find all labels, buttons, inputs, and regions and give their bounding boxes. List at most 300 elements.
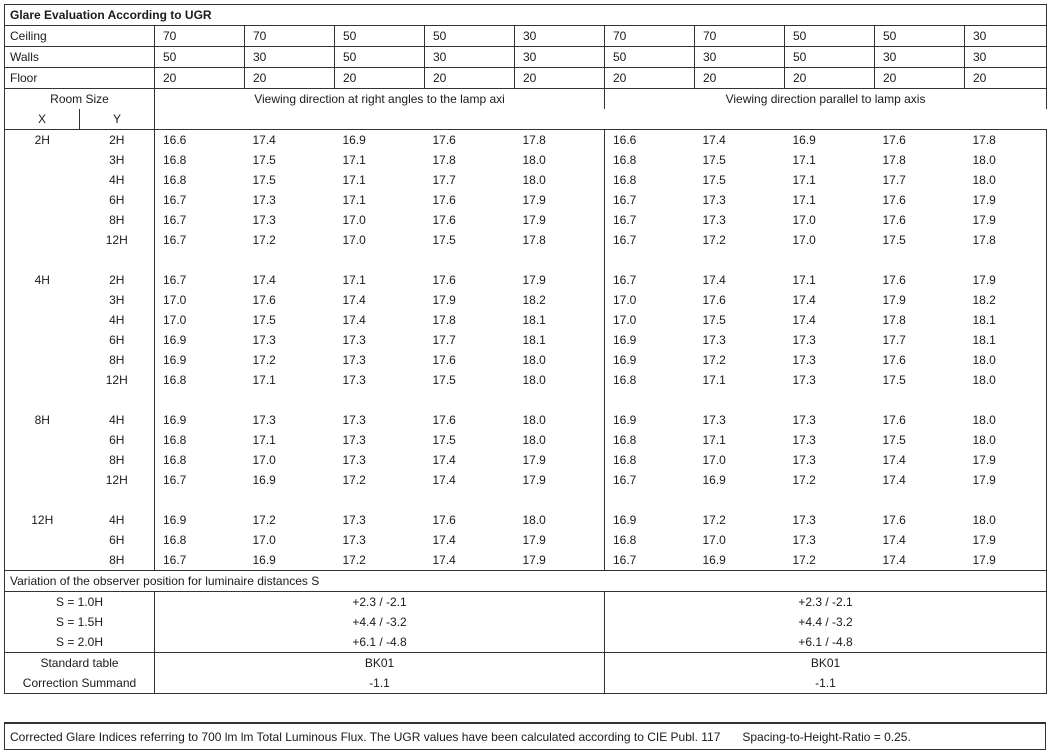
correction-summand-row bbox=[5, 673, 1047, 694]
ugr-value: 17.2 bbox=[702, 513, 726, 527]
row-y-label: 4H bbox=[109, 513, 125, 527]
title-row bbox=[5, 5, 1047, 26]
variation-label: S = 1.0H bbox=[5, 592, 155, 613]
group-x-label-empty bbox=[5, 450, 80, 470]
ugr-value: 17.6 bbox=[882, 133, 906, 147]
row-y-label: 4H bbox=[109, 313, 125, 327]
ugr-value: 17.4 bbox=[702, 133, 726, 147]
ugr-value: 17.0 bbox=[605, 310, 695, 330]
group-x-label-empty bbox=[5, 210, 80, 230]
reflectance-row-ceiling bbox=[5, 26, 1047, 47]
row-y-label: 12H bbox=[105, 373, 128, 387]
ugr-value: 17.1 bbox=[702, 433, 726, 447]
ugr-value: 16.9 bbox=[252, 473, 276, 487]
ugr-value: 17.0 bbox=[252, 533, 276, 547]
ugr-value: 18.2 bbox=[522, 293, 546, 307]
floor-value: 20 bbox=[875, 68, 965, 89]
ugr-value: 17.3 bbox=[792, 433, 816, 447]
row-y-label: 8H bbox=[109, 213, 125, 227]
table-row bbox=[5, 430, 1047, 450]
ugr-value: 17.5 bbox=[882, 373, 906, 387]
ugr-value: 16.7 bbox=[605, 270, 695, 290]
ugr-value: 18.0 bbox=[965, 170, 1047, 190]
ugr-value: 16.8 bbox=[155, 450, 245, 470]
ugr-value: 17.0 bbox=[605, 290, 695, 310]
ugr-value: 17.0 bbox=[702, 533, 726, 547]
ugr-value: 17.9 bbox=[522, 533, 546, 547]
ugr-value: 18.0 bbox=[522, 153, 546, 167]
ugr-value: 16.7 bbox=[605, 190, 695, 210]
ugr-value: 17.0 bbox=[155, 310, 245, 330]
ugr-value: 17.1 bbox=[252, 373, 276, 387]
table-row bbox=[5, 270, 1047, 290]
variation-row bbox=[5, 632, 1047, 653]
table-row bbox=[5, 550, 1047, 571]
table-row bbox=[5, 510, 1047, 530]
ugr-value: 17.5 bbox=[882, 233, 906, 247]
direction-parallel-header: Viewing direction parallel to lamp axis bbox=[605, 89, 1047, 110]
row-y-label: 12H bbox=[105, 473, 128, 487]
correction-summand-label: Correction Summand bbox=[5, 673, 155, 694]
ugr-value: 17.0 bbox=[252, 453, 276, 467]
ugr-value: 18.0 bbox=[965, 410, 1047, 430]
ugr-value: 16.7 bbox=[605, 470, 695, 490]
ugr-value: 17.3 bbox=[342, 453, 366, 467]
ugr-value: 17.5 bbox=[432, 433, 456, 447]
ugr-value: 17.3 bbox=[792, 353, 816, 367]
direction-parallel-spacer bbox=[605, 109, 1047, 130]
variation-caption-row bbox=[5, 571, 1047, 592]
correction-summand-par: -1.1 bbox=[605, 673, 1047, 694]
group-x-label: 4H bbox=[5, 270, 80, 290]
variation-label: S = 1.5H bbox=[5, 612, 155, 632]
ugr-value: 17.9 bbox=[522, 193, 546, 207]
ugr-value: 17.5 bbox=[702, 153, 726, 167]
ugr-value: 16.6 bbox=[605, 130, 695, 151]
ugr-value: 17.7 bbox=[882, 333, 906, 347]
ugr-value: 17.6 bbox=[882, 213, 906, 227]
ugr-report-sheet bbox=[0, 4, 1050, 754]
ugr-value: 17.0 bbox=[342, 213, 366, 227]
footer-note bbox=[4, 722, 1046, 750]
row-label-floor: Floor bbox=[5, 68, 155, 89]
ugr-value: 16.7 bbox=[155, 470, 245, 490]
ugr-value: 16.9 bbox=[252, 553, 276, 567]
ugr-value: 16.9 bbox=[605, 330, 695, 350]
ugr-value: 17.7 bbox=[882, 173, 906, 187]
ugr-value: 16.8 bbox=[605, 370, 695, 390]
group-x-label-empty bbox=[5, 150, 80, 170]
direction-perpendicular-header: Viewing direction at right angles to the lamp axi bbox=[155, 89, 605, 110]
header-room-size-row bbox=[5, 89, 1047, 110]
row-y-label: 4H bbox=[109, 413, 125, 427]
ceiling-value: 70 bbox=[245, 26, 335, 47]
ugr-value: 18.0 bbox=[965, 430, 1047, 450]
ugr-value: 17.8 bbox=[522, 233, 546, 247]
walls-value: 30 bbox=[875, 47, 965, 68]
ugr-value: 18.2 bbox=[965, 290, 1047, 310]
x-header: X bbox=[5, 109, 80, 130]
ceiling-value: 50 bbox=[335, 26, 425, 47]
row-y-label: 8H bbox=[109, 453, 125, 467]
ugr-value: 17.3 bbox=[342, 433, 366, 447]
ugr-value: 16.7 bbox=[155, 210, 245, 230]
table-row bbox=[5, 330, 1047, 350]
row-y-label: 6H bbox=[109, 193, 125, 207]
ugr-value: 17.5 bbox=[432, 373, 456, 387]
row-y-label: 6H bbox=[109, 333, 125, 347]
ugr-value: 17.4 bbox=[792, 293, 816, 307]
ugr-value: 17.9 bbox=[882, 293, 906, 307]
ugr-value: 17.4 bbox=[432, 553, 456, 567]
table-row bbox=[5, 470, 1047, 490]
ugr-value: 17.4 bbox=[252, 273, 276, 287]
ugr-value: 17.3 bbox=[342, 533, 366, 547]
ugr-value: 16.8 bbox=[605, 170, 695, 190]
ugr-value: 18.0 bbox=[522, 433, 546, 447]
walls-value: 50 bbox=[335, 47, 425, 68]
standard-table-par-name: BK01 bbox=[605, 653, 1047, 674]
ugr-value: 17.3 bbox=[792, 413, 816, 427]
ugr-value: 17.1 bbox=[792, 153, 816, 167]
standard-table-label: Standard table bbox=[5, 653, 155, 674]
ugr-value: 17.9 bbox=[965, 530, 1047, 550]
ugr-value: 16.8 bbox=[155, 370, 245, 390]
ugr-value: 17.8 bbox=[432, 313, 456, 327]
ugr-value: 17.3 bbox=[342, 513, 366, 527]
ugr-value: 17.1 bbox=[342, 153, 366, 167]
ugr-value: 17.9 bbox=[965, 550, 1047, 571]
ugr-value: 17.7 bbox=[432, 333, 456, 347]
ugr-value: 18.0 bbox=[965, 350, 1047, 370]
walls-value: 50 bbox=[605, 47, 695, 68]
ugr-value: 17.3 bbox=[792, 333, 816, 347]
row-y-label: 3H bbox=[109, 153, 125, 167]
variation-perp-value: +6.1 / -4.8 bbox=[155, 632, 605, 653]
ugr-value: 17.3 bbox=[702, 413, 726, 427]
ugr-value: 17.6 bbox=[882, 193, 906, 207]
group-x-label-empty bbox=[5, 310, 80, 330]
floor-value: 20 bbox=[785, 68, 875, 89]
group-x-label-empty bbox=[5, 190, 80, 210]
ugr-value: 17.6 bbox=[432, 213, 456, 227]
ugr-value: 16.9 bbox=[702, 473, 726, 487]
ceiling-value: 70 bbox=[605, 26, 695, 47]
ugr-value: 18.1 bbox=[965, 310, 1047, 330]
ugr-value: 16.9 bbox=[605, 350, 695, 370]
ugr-value: 17.4 bbox=[882, 453, 906, 467]
ugr-value: 17.8 bbox=[882, 153, 906, 167]
ugr-value: 17.6 bbox=[432, 413, 456, 427]
ugr-value: 17.3 bbox=[252, 333, 276, 347]
ugr-value: 17.4 bbox=[882, 533, 906, 547]
row-y-label: 6H bbox=[109, 533, 125, 547]
ugr-value: 17.8 bbox=[965, 230, 1047, 250]
table-row bbox=[5, 210, 1047, 230]
ugr-value: 18.1 bbox=[965, 330, 1047, 350]
variation-caption: Variation of the observer position for luminaire distances S bbox=[5, 571, 1047, 592]
row-y-label: 6H bbox=[109, 433, 125, 447]
row-label-walls: Walls bbox=[5, 47, 155, 68]
variation-par-value: +4.4 / -3.2 bbox=[605, 612, 1047, 632]
direction-perpendicular-spacer bbox=[155, 109, 605, 130]
table-row bbox=[5, 170, 1047, 190]
floor-value: 20 bbox=[245, 68, 335, 89]
ugr-value: 16.7 bbox=[155, 270, 245, 290]
ugr-value: 16.7 bbox=[605, 230, 695, 250]
ugr-value: 18.0 bbox=[965, 510, 1047, 530]
ugr-value: 16.9 bbox=[155, 410, 245, 430]
ugr-value: 18.0 bbox=[965, 370, 1047, 390]
ugr-value: 17.2 bbox=[702, 353, 726, 367]
ugr-value: 16.9 bbox=[155, 510, 245, 530]
ugr-value: 16.8 bbox=[155, 150, 245, 170]
header-xy-row bbox=[5, 109, 1047, 130]
ugr-value: 16.7 bbox=[605, 550, 695, 571]
ugr-value: 17.9 bbox=[965, 190, 1047, 210]
standard-table-perp-name: BK01 bbox=[155, 653, 605, 674]
ugr-value: 18.0 bbox=[522, 373, 546, 387]
correction-summand-perp: -1.1 bbox=[155, 673, 605, 694]
ugr-value: 17.3 bbox=[702, 333, 726, 347]
ugr-value: 16.8 bbox=[605, 150, 695, 170]
variation-par-value: +2.3 / -2.1 bbox=[605, 592, 1047, 613]
ugr-value: 16.8 bbox=[605, 530, 695, 550]
reflectance-row-floor bbox=[5, 68, 1047, 89]
ugr-value: 18.0 bbox=[522, 173, 546, 187]
ugr-value: 16.6 bbox=[155, 130, 245, 151]
ugr-value: 17.3 bbox=[252, 213, 276, 227]
group-x-label-empty bbox=[5, 530, 80, 550]
ugr-value: 17.5 bbox=[702, 173, 726, 187]
ugr-value: 17.9 bbox=[965, 470, 1047, 490]
ugr-value: 17.6 bbox=[432, 513, 456, 527]
group-spacer bbox=[5, 390, 1047, 410]
ugr-value: 16.8 bbox=[605, 430, 695, 450]
ugr-value: 17.7 bbox=[432, 173, 456, 187]
ugr-value: 17.5 bbox=[702, 313, 726, 327]
ceiling-value: 30 bbox=[965, 26, 1047, 47]
ceiling-value: 70 bbox=[695, 26, 785, 47]
table-row bbox=[5, 410, 1047, 430]
ugr-value: 17.8 bbox=[965, 130, 1047, 151]
room-size-header: Room Size bbox=[5, 89, 155, 110]
table-row bbox=[5, 310, 1047, 330]
ugr-value: 17.3 bbox=[252, 193, 276, 207]
row-y-label: 2H bbox=[109, 273, 125, 287]
group-x-label: 2H bbox=[5, 130, 80, 151]
table-row bbox=[5, 130, 1047, 151]
ceiling-value: 70 bbox=[155, 26, 245, 47]
ugr-value: 16.7 bbox=[155, 190, 245, 210]
ceiling-value: 50 bbox=[425, 26, 515, 47]
table-row bbox=[5, 190, 1047, 210]
ugr-value: 16.8 bbox=[155, 530, 245, 550]
group-x-label-empty bbox=[5, 550, 80, 571]
ugr-value: 17.9 bbox=[522, 473, 546, 487]
group-x-label-empty bbox=[5, 350, 80, 370]
ugr-value: 18.0 bbox=[522, 353, 546, 367]
floor-value: 20 bbox=[605, 68, 695, 89]
floor-value: 20 bbox=[515, 68, 605, 89]
ugr-value: 17.5 bbox=[882, 433, 906, 447]
ugr-value: 17.3 bbox=[342, 413, 366, 427]
ugr-value: 17.6 bbox=[432, 273, 456, 287]
ugr-value: 16.7 bbox=[155, 550, 245, 571]
ugr-value: 17.8 bbox=[882, 313, 906, 327]
ugr-value: 17.9 bbox=[965, 450, 1047, 470]
ugr-value: 17.6 bbox=[432, 353, 456, 367]
row-y-label: 2H bbox=[109, 133, 125, 147]
ugr-value: 17.9 bbox=[522, 453, 546, 467]
group-x-label-empty bbox=[5, 370, 80, 390]
ugr-value: 17.2 bbox=[702, 233, 726, 247]
ugr-value: 17.5 bbox=[252, 313, 276, 327]
ugr-value: 17.5 bbox=[252, 173, 276, 187]
ugr-value: 17.1 bbox=[792, 193, 816, 207]
floor-value: 20 bbox=[425, 68, 515, 89]
ugr-value: 18.0 bbox=[522, 413, 546, 427]
ugr-value: 17.1 bbox=[792, 173, 816, 187]
ugr-value: 17.8 bbox=[522, 133, 546, 147]
ugr-value: 16.8 bbox=[605, 450, 695, 470]
ugr-value: 17.0 bbox=[792, 233, 816, 247]
ugr-value: 17.1 bbox=[342, 273, 366, 287]
floor-value: 20 bbox=[155, 68, 245, 89]
group-x-label: 12H bbox=[5, 510, 80, 530]
ugr-value: 16.9 bbox=[792, 133, 816, 147]
ugr-value: 17.5 bbox=[432, 233, 456, 247]
walls-value: 50 bbox=[155, 47, 245, 68]
ugr-value: 17.0 bbox=[342, 233, 366, 247]
ugr-value: 17.1 bbox=[342, 193, 366, 207]
ugr-value: 17.6 bbox=[702, 293, 726, 307]
row-y-label: 8H bbox=[109, 553, 125, 567]
ugr-value: 17.6 bbox=[252, 293, 276, 307]
standard-table-row bbox=[5, 653, 1047, 674]
ceiling-value: 30 bbox=[515, 26, 605, 47]
group-x-label-empty bbox=[5, 230, 80, 250]
group-x-label-empty bbox=[5, 290, 80, 310]
reflectance-row-walls bbox=[5, 47, 1047, 68]
ugr-value: 17.6 bbox=[882, 513, 906, 527]
footer-text: Corrected Glare Indices referring to 700 lm lm Total Luminous Flux. The UGR values have been calculated according to CIE Publ. 117 bbox=[10, 729, 721, 744]
row-y-label: 8H bbox=[109, 353, 125, 367]
walls-value: 50 bbox=[785, 47, 875, 68]
walls-value: 30 bbox=[695, 47, 785, 68]
ugr-value: 17.3 bbox=[702, 213, 726, 227]
ugr-value: 17.2 bbox=[252, 233, 276, 247]
ugr-value: 17.3 bbox=[792, 453, 816, 467]
ugr-value: 17.3 bbox=[792, 513, 816, 527]
variation-par-value: +6.1 / -4.8 bbox=[605, 632, 1047, 653]
ugr-value: 17.4 bbox=[342, 313, 366, 327]
ugr-value: 16.9 bbox=[702, 553, 726, 567]
table-row bbox=[5, 290, 1047, 310]
group-spacer bbox=[5, 490, 1047, 510]
table-row bbox=[5, 350, 1047, 370]
ugr-value: 17.2 bbox=[792, 553, 816, 567]
ugr-value: 17.1 bbox=[342, 173, 366, 187]
ugr-value: 17.0 bbox=[792, 213, 816, 227]
ugr-value: 17.5 bbox=[252, 153, 276, 167]
row-y-label: 4H bbox=[109, 173, 125, 187]
group-spacer bbox=[5, 250, 1047, 270]
ugr-value: 17.3 bbox=[342, 373, 366, 387]
ceiling-value: 50 bbox=[785, 26, 875, 47]
ugr-value: 18.1 bbox=[522, 313, 546, 327]
group-x-label: 8H bbox=[5, 410, 80, 430]
table-row bbox=[5, 370, 1047, 390]
table-row bbox=[5, 450, 1047, 470]
ugr-value: 17.6 bbox=[432, 133, 456, 147]
ugr-value: 17.2 bbox=[342, 553, 366, 567]
ugr-value: 17.2 bbox=[252, 513, 276, 527]
ugr-value: 17.0 bbox=[155, 290, 245, 310]
ugr-value: 17.3 bbox=[792, 373, 816, 387]
ugr-value: 17.4 bbox=[882, 553, 906, 567]
ugr-value: 17.1 bbox=[252, 433, 276, 447]
footer-spacing-ratio: Spacing-to-Height-Ratio = 0.25. bbox=[742, 729, 911, 744]
ugr-value: 17.4 bbox=[882, 473, 906, 487]
ugr-value: 17.4 bbox=[432, 533, 456, 547]
ugr-value: 16.7 bbox=[155, 230, 245, 250]
ugr-value: 18.1 bbox=[522, 333, 546, 347]
ugr-value: 17.4 bbox=[432, 453, 456, 467]
group-x-label-empty bbox=[5, 470, 80, 490]
ugr-value: 16.9 bbox=[605, 410, 695, 430]
group-x-label-empty bbox=[5, 430, 80, 450]
ugr-value: 17.0 bbox=[702, 453, 726, 467]
walls-value: 30 bbox=[515, 47, 605, 68]
ugr-value: 17.9 bbox=[522, 213, 546, 227]
ugr-value: 17.1 bbox=[792, 273, 816, 287]
ugr-value: 17.6 bbox=[882, 413, 906, 427]
ugr-value: 16.9 bbox=[342, 133, 366, 147]
row-label-ceiling: Ceiling bbox=[5, 26, 155, 47]
variation-label: S = 2.0H bbox=[5, 632, 155, 653]
table-row bbox=[5, 150, 1047, 170]
ugr-value: 16.8 bbox=[155, 430, 245, 450]
ugr-value: 17.9 bbox=[522, 273, 546, 287]
variation-perp-value: +2.3 / -2.1 bbox=[155, 592, 605, 613]
ugr-value: 17.3 bbox=[702, 193, 726, 207]
row-y-label: 3H bbox=[109, 293, 125, 307]
walls-value: 30 bbox=[965, 47, 1047, 68]
walls-value: 30 bbox=[245, 47, 335, 68]
table-row bbox=[5, 530, 1047, 550]
ugr-value: 17.4 bbox=[432, 473, 456, 487]
ugr-table bbox=[4, 4, 1047, 694]
floor-value: 20 bbox=[965, 68, 1047, 89]
ugr-value: 17.6 bbox=[432, 193, 456, 207]
ugr-value: 17.4 bbox=[702, 273, 726, 287]
ugr-value: 17.2 bbox=[252, 353, 276, 367]
ugr-value: 16.9 bbox=[155, 330, 245, 350]
ceiling-value: 50 bbox=[875, 26, 965, 47]
ugr-value: 17.3 bbox=[342, 333, 366, 347]
walls-value: 30 bbox=[425, 47, 515, 68]
ugr-value: 16.7 bbox=[605, 210, 695, 230]
variation-perp-value: +4.4 / -3.2 bbox=[155, 612, 605, 632]
group-x-label-empty bbox=[5, 330, 80, 350]
row-y-label: 12H bbox=[105, 233, 128, 247]
ugr-value: 17.8 bbox=[432, 153, 456, 167]
ugr-value: 17.9 bbox=[965, 270, 1047, 290]
ugr-value: 16.8 bbox=[155, 170, 245, 190]
y-header: Y bbox=[80, 109, 155, 130]
ugr-value: 18.0 bbox=[965, 150, 1047, 170]
